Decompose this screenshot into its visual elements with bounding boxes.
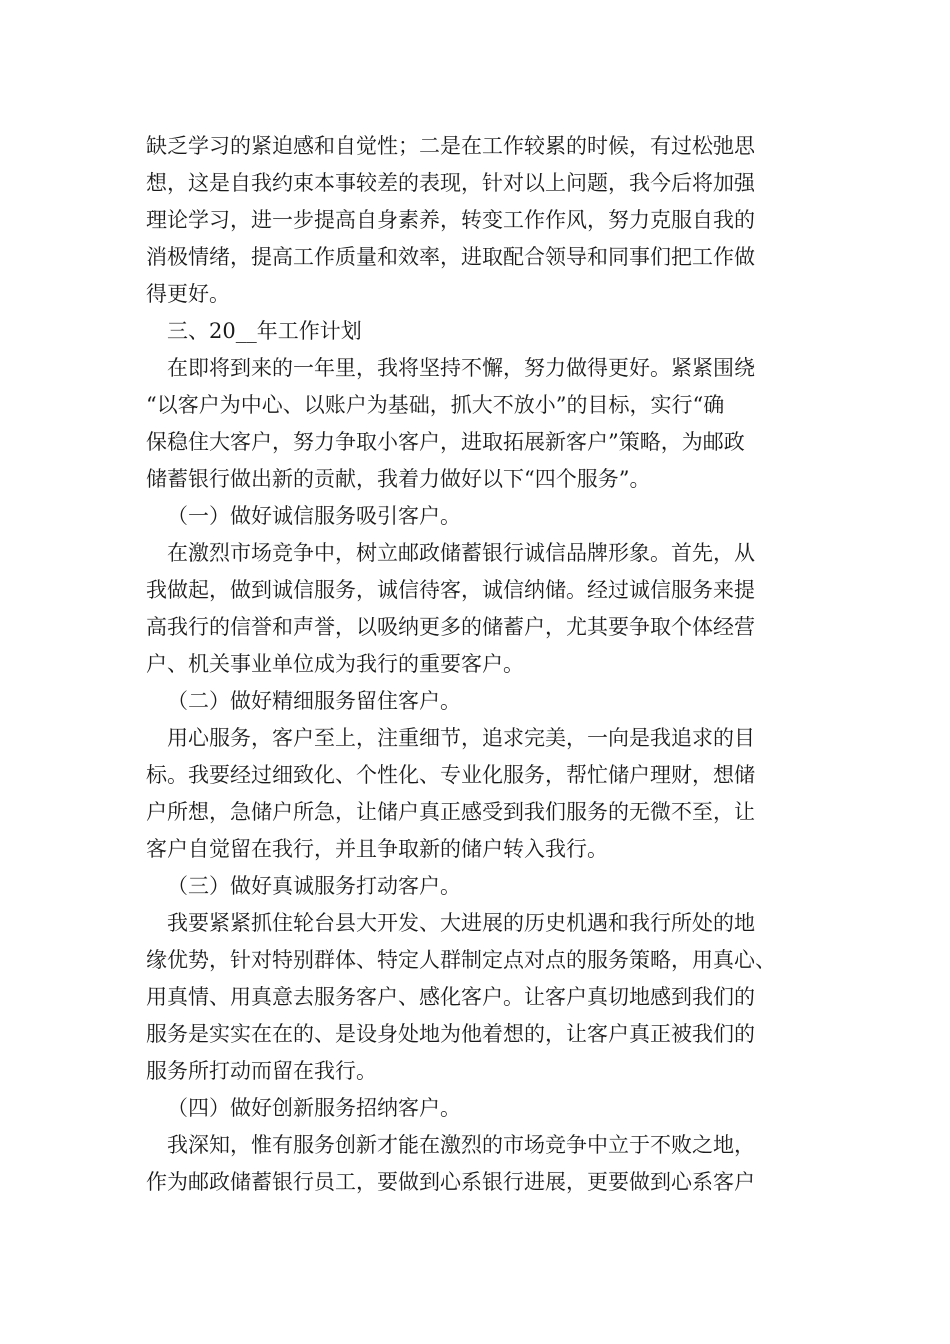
text-line: 服务所打动而留在我行。 [146, 1059, 377, 1083]
text-line: 用真情、用真意去服务客户、感化客户。让客户真切地感到我们的 [146, 985, 755, 1009]
subsection-heading: （四）做好创新服务招纳客户。 [167, 1096, 461, 1120]
text-line: 储蓄银行做出新的贡献，我着力做好以下“四个服务”。 [146, 467, 651, 491]
text-line: 我要紧紧抓住轮台县大开发、大进展的历史机遇和我行所处的地 [167, 911, 755, 935]
text-line: 想，这是自我约束本事较差的表现，针对以上问题，我今后将加强 [146, 171, 755, 195]
text-line: 户、机关事业单位成为我行的重要客户。 [146, 652, 524, 676]
text-line: 标。我要经过细致化、个性化、专业化服务，帮忙储户理财，想储 [146, 763, 755, 787]
subsection-heading: （三）做好真诚服务打动客户。 [167, 874, 461, 898]
text-line: 缺乏学习的紧迫感和自觉性；二是在工作较累的时候，有过松弛思 [146, 134, 755, 158]
text-line: 消极情绪，提高工作质量和效率，进取配合领导和同事们把工作做 [146, 245, 755, 269]
text-line: 在激烈市场竞争中，树立邮政储蓄银行诚信品牌形象。首先，从 [167, 541, 755, 565]
text-line: 用心服务，客户至上，注重细节，追求完美，一向是我追求的目 [167, 726, 755, 750]
subsection-heading: （二）做好精细服务留住客户。 [167, 689, 461, 713]
text-line: 我做起，做到诚信服务，诚信待客，诚信纳储。经过诚信服务来提 [146, 578, 755, 602]
text-line: 户所想，急储户所急，让储户真正感受到我们服务的无微不至，让 [146, 800, 755, 824]
text-line: “以客户为中心、以账户为基础，抓大不放小”的目标，实行“确 [146, 393, 725, 417]
text-line: 我深知，惟有服务创新才能在激烈的市场竞争中立于不败之地， [167, 1133, 755, 1157]
text-line: 客户自觉留在我行，并且争取新的储户转入我行。 [146, 837, 608, 861]
text-line: 保稳住大客户，努力争取小客户，进取拓展新客户”策略，为邮政 [146, 430, 745, 454]
section-heading: 三、20__年工作计划 [167, 319, 362, 343]
text-line: 在即将到来的一年里，我将坚持不懈，努力做得更好。紧紧围绕 [167, 356, 755, 380]
text-line: 得更好。 [146, 282, 230, 306]
text-line: 服务是实实在在的、是设身处地为他着想的，让客户真正被我们的 [146, 1022, 755, 1046]
document-body [146, 128, 826, 1201]
text-line: 作为邮政储蓄银行员工，要做到心系银行进展，更要做到心系客户 [146, 1170, 755, 1194]
text-line: 理论学习，进一步提高自身素养，转变工作作风，努力克服自我的 [146, 208, 755, 232]
text-line: 缘优势，针对特别群体、特定人群制定点对点的服务策略，用真心、 [146, 948, 776, 972]
text-line: 高我行的信誉和声誉，以吸纳更多的储蓄户，尤其要争取个体经营 [146, 615, 755, 639]
subsection-heading: （一）做好诚信服务吸引客户。 [167, 504, 461, 528]
